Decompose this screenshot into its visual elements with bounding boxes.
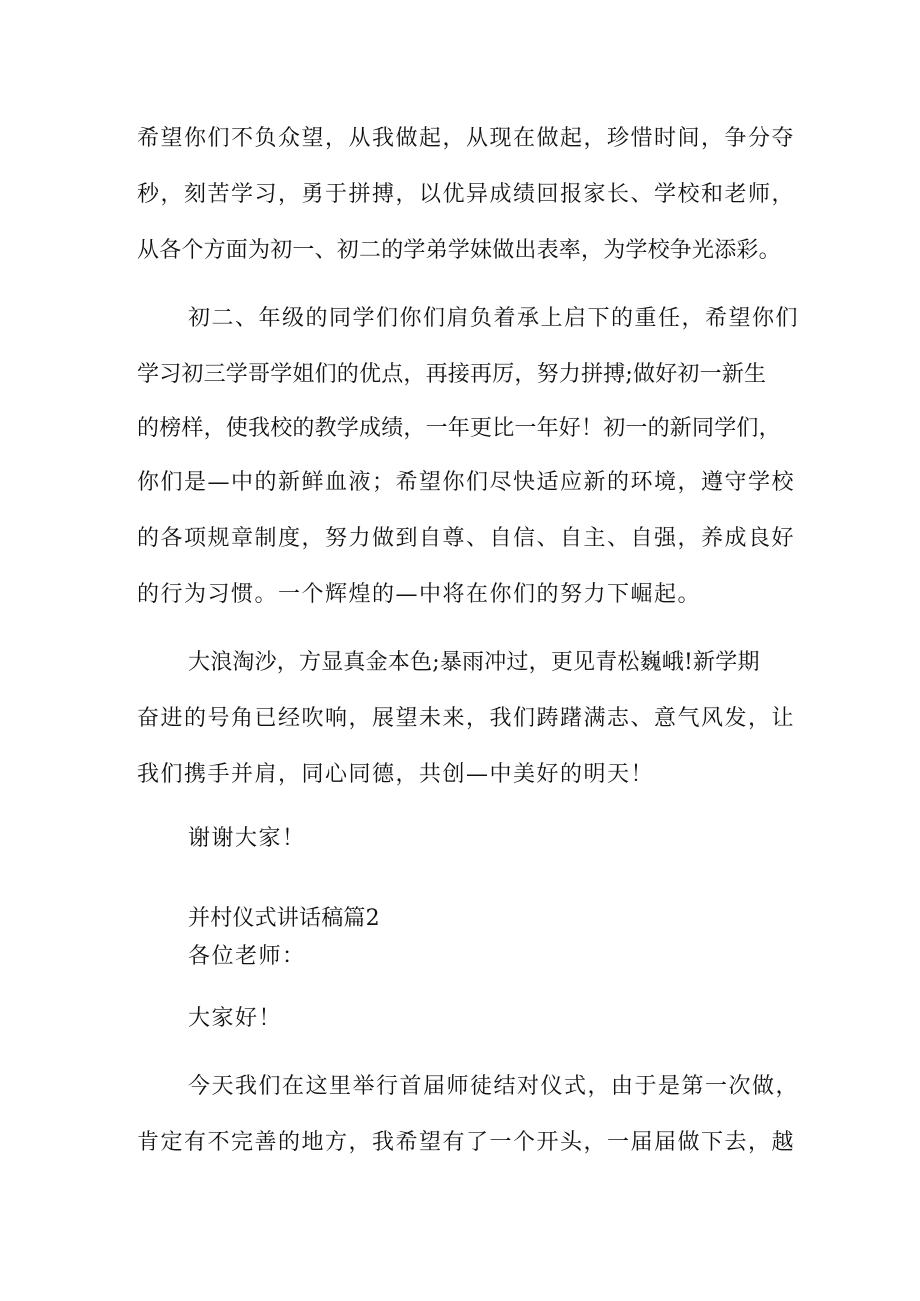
body-text-line: 初二、年级的同学们你们肩负着承上启下的重任，希望你们 — [188, 306, 800, 331]
body-text-line: 奋进的号角已经吹响，展望未来，我们踌躇满志、意气风发，让 — [137, 706, 796, 731]
closing-line: 谢谢大家！ — [188, 826, 306, 851]
body-text-line: 的榜样，使我校的教学成绩，一年更比一年好！初一的新同学们， — [137, 416, 781, 441]
body-text-line: 我们携手并肩，同心同德，共创—中美好的明天！ — [137, 762, 655, 787]
body-text-line: 的行为习惯。一个辉煌的—中将在你们的努力下崛起。 — [137, 582, 702, 607]
body-text-line: 学习初三学哥学姐们的优点，再接再厉，努力拼搏;做好初一新生 — [137, 362, 767, 387]
section-heading: 并村仪式讲话稿篇2 — [188, 906, 380, 931]
salutation-line: 各位老师： — [188, 944, 306, 969]
body-text-line: 你们是—中的新鲜血液；希望你们尽快适应新的环境，遵守学校 — [137, 470, 796, 495]
greeting-line: 大家好！ — [188, 1006, 283, 1031]
body-text-line: 的各项规章制度，努力做到自尊、自信、自主、自强，养成良好 — [137, 526, 796, 551]
body-text-line: 秒，刻苦学习，勇于拼搏，以优异成绩回报家长、学校和老师， — [137, 182, 796, 207]
body-text-line: 今天我们在这里举行首届师徒结对仪式，由于是第一次做， — [188, 1074, 800, 1099]
body-text-line: 肯定有不完善的地方，我希望有了一个开头，一届届做下去，越 — [137, 1130, 796, 1155]
body-text-line: 大浪淘沙，方显真金本色;暴雨冲过，更见青松巍峨!新学期 — [188, 650, 760, 675]
body-text-line: 希望你们不负众望，从我做起，从现在做起，珍惜时间，争分夺 — [137, 126, 796, 151]
body-text-line: 从各个方面为初一、初二的学弟学妹做出表率，为学校争光添彩。 — [137, 238, 781, 263]
